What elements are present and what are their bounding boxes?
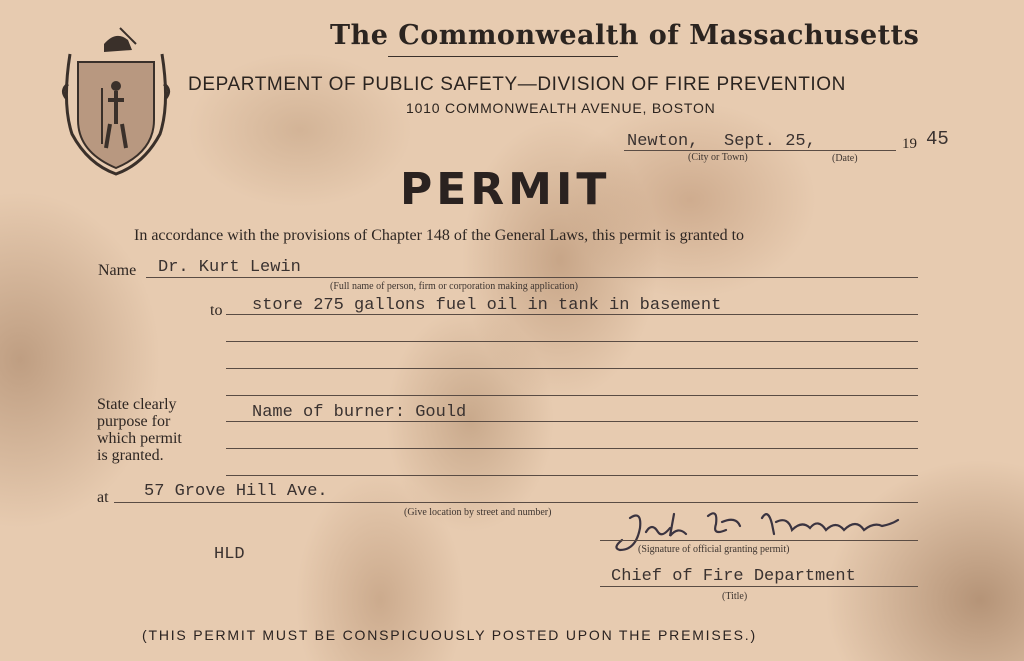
state-heading: The Commonwealth of Massachusetts xyxy=(330,20,920,51)
purpose-line-7 xyxy=(226,475,918,476)
date-caption: (Date) xyxy=(832,153,858,164)
location-label: at xyxy=(97,489,109,506)
purpose-line-6 xyxy=(226,448,918,449)
burner-value: Name of burner: Gould xyxy=(252,403,467,422)
name-value: Dr. Kurt Lewin xyxy=(158,258,301,277)
department-heading: DEPARTMENT OF PUBLIC SAFETY—DIVISION OF FIRE PREVENTION xyxy=(188,74,846,95)
purpose-line-1 xyxy=(226,314,918,315)
state-clearly-line-4: is granted. xyxy=(97,447,164,464)
date-value: Sept. 25, xyxy=(724,132,816,151)
date-line xyxy=(624,150,896,151)
permit-title: PERMIT xyxy=(400,164,611,215)
location-line xyxy=(114,502,918,503)
year-prefix: 19 xyxy=(902,136,917,152)
massachusetts-seal-icon xyxy=(58,24,174,178)
official-title-value: Chief of Fire Department xyxy=(611,567,856,586)
state-clearly-line-3: which permit xyxy=(97,430,182,447)
title-caption: (Title) xyxy=(722,591,748,602)
name-label: Name xyxy=(98,262,137,279)
signature-caption: (Signature of official granting permit) xyxy=(638,544,790,555)
state-clearly-label xyxy=(97,396,182,464)
location-value: 57 Grove Hill Ave. xyxy=(144,482,328,501)
name-line xyxy=(146,277,918,278)
purpose-line-5 xyxy=(226,421,918,422)
state-clearly-line-2: purpose for xyxy=(97,413,171,430)
name-caption: (Full name of person, firm or corporation making application) xyxy=(330,281,578,292)
place-value: Newton, xyxy=(627,132,699,151)
posting-notice: (THIS PERMIT MUST BE CONSPICUOUSLY POSTED UPON THE PREMISES.) xyxy=(142,627,757,643)
purpose-line-3 xyxy=(226,368,918,369)
place-caption: (City or Town) xyxy=(688,152,748,163)
location-caption: (Give location by street and number) xyxy=(404,507,552,518)
clerk-initials: HLD xyxy=(214,545,245,564)
purpose-line-2 xyxy=(226,341,918,342)
heading-rule xyxy=(388,56,618,57)
signature-line xyxy=(600,540,918,541)
state-clearly-line-1: State clearly xyxy=(97,396,177,413)
intro-text: In accordance with the provisions of Chapter 148 of the General Laws, this permit is granted to xyxy=(134,227,745,244)
purpose-value: store 275 gallons fuel oil in tank in basement xyxy=(252,296,722,315)
to-label: to xyxy=(210,302,223,319)
title-line xyxy=(600,586,918,587)
year-suffix: 45 xyxy=(926,128,949,150)
purpose-line-4 xyxy=(226,395,918,396)
department-address: 1010 COMMONWEALTH AVENUE, BOSTON xyxy=(406,100,716,116)
